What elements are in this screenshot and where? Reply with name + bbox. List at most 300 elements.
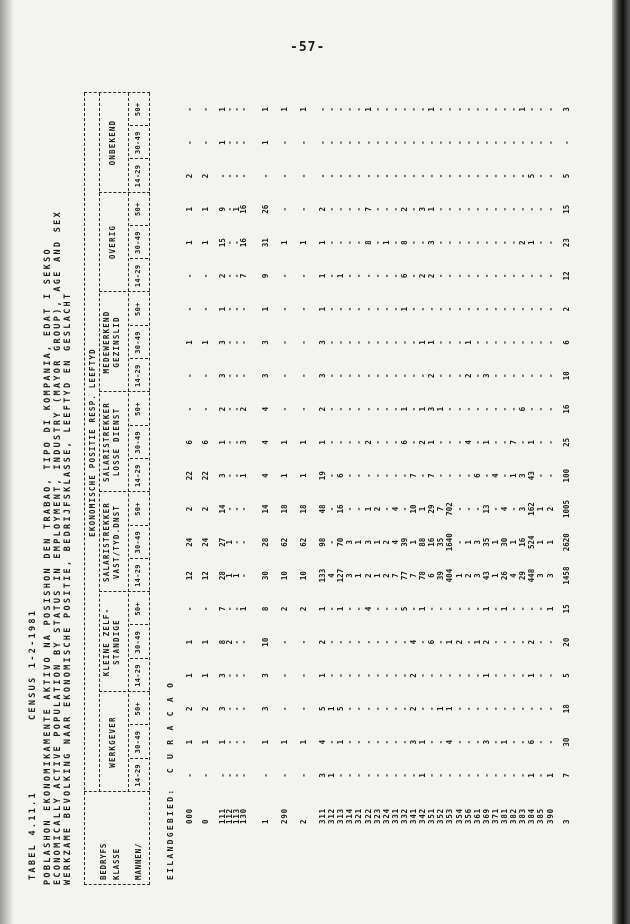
table-cell: - bbox=[372, 306, 382, 312]
table-cell: 2 bbox=[372, 506, 382, 512]
table-cell: - bbox=[445, 207, 455, 212]
table-cell: 2 bbox=[363, 440, 373, 445]
age-divider bbox=[130, 325, 148, 326]
table-cell: - bbox=[381, 140, 391, 145]
table-cell: 1 bbox=[185, 739, 194, 745]
table-cell: 3 bbox=[318, 373, 327, 379]
table-cell: - bbox=[390, 639, 400, 645]
table-cell: - bbox=[418, 107, 428, 112]
table-cell: 43 bbox=[527, 471, 537, 481]
table-cell: 6 bbox=[427, 573, 437, 578]
table-cell: - bbox=[354, 739, 364, 745]
table-cell: 4 bbox=[390, 540, 400, 545]
table-cell: 1 bbox=[418, 340, 428, 345]
table-cell: - bbox=[390, 739, 400, 745]
table-cell: 1 bbox=[354, 540, 364, 545]
table-cell: - bbox=[536, 107, 546, 112]
table-cell: - bbox=[381, 606, 391, 612]
group-divider bbox=[99, 691, 150, 692]
table-cell: - bbox=[327, 207, 337, 212]
table-cell: 7 bbox=[409, 573, 418, 578]
row-code: 2 bbox=[299, 818, 308, 824]
table-cell: 78 bbox=[418, 571, 428, 581]
table-cell: 18 bbox=[562, 704, 571, 714]
table-cell: - bbox=[239, 573, 248, 578]
age-divider bbox=[130, 425, 148, 426]
table-cell: 10 bbox=[299, 571, 308, 581]
table-cell: 1 bbox=[201, 639, 210, 645]
table-cell: 6 bbox=[472, 473, 482, 478]
age-divider bbox=[130, 558, 148, 559]
group-onbekend bbox=[108, 93, 118, 192]
table-cell: 1 bbox=[239, 473, 248, 478]
table-cell: - bbox=[409, 107, 418, 112]
age-header: 30-49 bbox=[134, 431, 142, 454]
table-cell: - bbox=[490, 506, 500, 512]
table-cell: - bbox=[463, 673, 473, 678]
table-cell: - bbox=[490, 639, 500, 645]
table-cell: - bbox=[481, 340, 491, 345]
group-divider bbox=[99, 391, 150, 392]
table-cell: 1005 bbox=[562, 499, 571, 518]
table-cell: - bbox=[345, 107, 355, 112]
table-cell: - bbox=[436, 273, 446, 279]
row-code: 112 bbox=[225, 808, 234, 824]
group-label-2: STANDIGE bbox=[112, 619, 121, 665]
table-cell: - bbox=[381, 107, 391, 112]
table-cell: - bbox=[201, 107, 210, 112]
table-cell: - bbox=[463, 606, 473, 612]
table-cell: 1 bbox=[481, 673, 491, 678]
table-cell: 4 bbox=[500, 506, 509, 512]
table-cell: - bbox=[409, 606, 418, 612]
table-cell: - bbox=[545, 306, 555, 312]
table-cell: - bbox=[509, 107, 519, 112]
table-cell: 3 bbox=[218, 706, 227, 712]
table-cell: - bbox=[345, 140, 355, 145]
table-cell: 2620 bbox=[562, 533, 571, 552]
table-cell: - bbox=[545, 473, 555, 478]
table-cell: 2 bbox=[225, 639, 234, 645]
table-cell: - bbox=[280, 340, 289, 345]
table-cell: - bbox=[381, 739, 391, 745]
table-cell: - bbox=[363, 173, 373, 179]
table-cell: - bbox=[481, 306, 491, 312]
table-cell: - bbox=[345, 240, 355, 245]
table-cell: 3 bbox=[481, 373, 491, 379]
row-code: 130 bbox=[239, 808, 248, 824]
table-cell: 2 bbox=[427, 373, 437, 379]
table-cell: 1 bbox=[318, 606, 327, 612]
table-cell: - bbox=[280, 639, 289, 645]
table-cell: - bbox=[354, 606, 364, 612]
table-cell: - bbox=[185, 306, 194, 312]
table-cell: - bbox=[472, 706, 482, 712]
table-cell: 1 bbox=[218, 440, 227, 445]
table-cell: - bbox=[445, 406, 455, 412]
row-code: 356 bbox=[463, 808, 473, 824]
table-cell: - bbox=[336, 240, 346, 245]
table-cell: 1 bbox=[490, 573, 500, 578]
table-cell: 1 bbox=[354, 573, 364, 578]
table-cell: 2 bbox=[418, 440, 428, 445]
table-cell: - bbox=[354, 306, 364, 312]
table-cell: 1 bbox=[472, 639, 482, 645]
table-cell: 1 bbox=[299, 107, 308, 112]
table-cell: - bbox=[399, 373, 409, 379]
table-cell: 6 bbox=[336, 473, 346, 478]
age-header: 14-29 bbox=[134, 364, 142, 388]
table-cell: - bbox=[481, 273, 491, 279]
table-cell: - bbox=[527, 107, 537, 112]
table-cell: - bbox=[436, 773, 446, 778]
group-salaristrekker-vast bbox=[102, 492, 122, 592]
group-label: MEDEWERKEND bbox=[102, 310, 111, 374]
table-cell: 2 bbox=[185, 173, 194, 179]
table-cell: - bbox=[363, 306, 373, 312]
table-cell: - bbox=[518, 373, 528, 379]
table-cell: - bbox=[490, 107, 500, 112]
table-cell: 1640 bbox=[445, 533, 455, 552]
group-label: ONBEKEND bbox=[108, 119, 117, 166]
table-cell: 8 bbox=[399, 240, 409, 245]
table-cell: - bbox=[363, 473, 373, 478]
table-cell: - bbox=[545, 673, 555, 678]
table-cell: - bbox=[436, 107, 446, 112]
table-cell: - bbox=[225, 240, 234, 245]
table-cell: - bbox=[201, 373, 210, 379]
table-cell: 3 bbox=[261, 673, 270, 678]
table-cell: - bbox=[454, 606, 464, 612]
table-cell: - bbox=[518, 739, 528, 745]
table-cell: - bbox=[354, 506, 364, 512]
table-cell: 39 bbox=[436, 571, 446, 581]
table-cell: - bbox=[239, 373, 248, 379]
table-cell: - bbox=[509, 240, 519, 245]
table-cell: - bbox=[463, 173, 473, 179]
table-cell: - bbox=[239, 739, 248, 745]
table-cell: - bbox=[239, 773, 248, 778]
group-divider bbox=[99, 591, 150, 592]
table-cell: - bbox=[472, 406, 482, 412]
table-cell: - bbox=[201, 273, 210, 279]
table-cell: 2 bbox=[409, 673, 418, 678]
table-cell: 1 bbox=[418, 506, 428, 512]
table-cell: 1 bbox=[218, 140, 227, 145]
table-cell: - bbox=[418, 706, 428, 712]
table-cell: - bbox=[372, 706, 382, 712]
age-header: 30-49 bbox=[134, 331, 142, 354]
table-cell: - bbox=[354, 273, 364, 279]
table-cell: 1 bbox=[418, 606, 428, 612]
row-code: 314 bbox=[345, 808, 355, 824]
table-cell: - bbox=[381, 473, 391, 478]
table-cell: 2 bbox=[185, 506, 194, 512]
table-cell: - bbox=[445, 773, 455, 778]
table-cell: - bbox=[463, 140, 473, 145]
table-cell: - bbox=[372, 240, 382, 245]
table-cell: - bbox=[354, 207, 364, 212]
table-cell: - bbox=[390, 207, 400, 212]
row-code: 353 bbox=[445, 808, 455, 824]
table-cell: - bbox=[518, 639, 528, 645]
table-cell: - bbox=[472, 207, 482, 212]
age-header: 50+ bbox=[134, 701, 142, 716]
row-code: 331 bbox=[390, 808, 400, 824]
table-cell: - bbox=[463, 506, 473, 512]
table-cell: 15 bbox=[562, 204, 571, 214]
table-cell: - bbox=[454, 173, 464, 179]
table-cell: 20 bbox=[562, 637, 571, 647]
table-cell: - bbox=[445, 473, 455, 478]
table-cell: - bbox=[232, 273, 241, 279]
table-cell: - bbox=[345, 406, 355, 412]
table-cell: - bbox=[463, 473, 473, 478]
table-cell: 2 bbox=[454, 639, 464, 645]
table-cell: - bbox=[225, 273, 234, 279]
table-cell: 1 bbox=[381, 240, 391, 245]
row-code: 361 bbox=[472, 808, 482, 824]
table-cell: - bbox=[299, 706, 308, 712]
row-code: 312 bbox=[327, 808, 337, 824]
title-dutch: WERKZAME BEVOLKING NAAR EKONOMISCHE POSITIE, BEDRIJFSKLASSE, LEEFTYD EN GESLACHT bbox=[63, 291, 73, 885]
table-cell: 1 bbox=[201, 207, 210, 212]
table-cell: 4 bbox=[261, 440, 270, 445]
table-cell: 7 bbox=[509, 440, 519, 445]
table-cell: - bbox=[500, 440, 509, 445]
table-cell: - bbox=[225, 107, 234, 112]
table-cell: - bbox=[232, 773, 241, 778]
table-cell: - bbox=[518, 173, 528, 179]
group-label: SALARISTREKKER bbox=[102, 402, 111, 483]
table-cell: - bbox=[345, 506, 355, 512]
table-cell: 1 bbox=[261, 140, 270, 145]
table-cell: - bbox=[232, 107, 241, 112]
table-cell: 2 bbox=[463, 573, 473, 578]
table-cell: - bbox=[399, 473, 409, 478]
table-cell: - bbox=[500, 173, 509, 179]
table-cell: 1 bbox=[463, 540, 473, 545]
table-cell: - bbox=[536, 306, 546, 312]
table-cell: - bbox=[409, 173, 418, 179]
age-divider bbox=[130, 125, 148, 126]
table-cell: 2 bbox=[318, 639, 327, 645]
table-cell: - bbox=[536, 739, 546, 745]
table-cell: - bbox=[185, 273, 194, 279]
table-cell: - bbox=[225, 207, 234, 212]
group-label-2: GEZINSLID bbox=[112, 316, 121, 368]
table-cell: 1 bbox=[239, 606, 248, 612]
table-cell: - bbox=[363, 706, 373, 712]
table-cell: 16 bbox=[427, 537, 437, 547]
table-cell: - bbox=[445, 173, 455, 179]
table-cell: 1 bbox=[481, 440, 491, 445]
table-cell: - bbox=[336, 373, 346, 379]
table-cell: - bbox=[490, 140, 500, 145]
table-cell: 23 bbox=[562, 238, 571, 248]
table-cell: - bbox=[490, 207, 500, 212]
age-header: 50+ bbox=[134, 202, 142, 217]
table-cell: 98 bbox=[318, 537, 327, 547]
table-cell: - bbox=[185, 107, 194, 112]
table-cell: - bbox=[454, 440, 464, 445]
table-cell: 1 bbox=[399, 406, 409, 412]
table-cell: - bbox=[418, 306, 428, 312]
table-cell: - bbox=[399, 706, 409, 712]
table-cell: - bbox=[280, 706, 289, 712]
row-code: 381 bbox=[500, 808, 509, 824]
table-cell: - bbox=[299, 773, 308, 778]
table-cell: - bbox=[225, 606, 234, 612]
table-cell: - bbox=[472, 440, 482, 445]
group-label: SALARISTREKKER bbox=[102, 502, 111, 583]
table-cell: 1 bbox=[299, 739, 308, 745]
table-cell: 2 bbox=[201, 173, 210, 179]
table-cell: - bbox=[454, 773, 464, 778]
table-cell: - bbox=[299, 639, 308, 645]
table-cell: - bbox=[509, 773, 519, 778]
table-cell: 6 bbox=[185, 440, 194, 445]
table-cell: 524 bbox=[527, 535, 537, 550]
table-cell: 1 bbox=[436, 706, 446, 712]
table-cell: - bbox=[327, 406, 337, 412]
table-cell: - bbox=[490, 306, 500, 312]
table-cell: - bbox=[409, 440, 418, 445]
table-cell: - bbox=[381, 273, 391, 279]
table-cell: - bbox=[327, 540, 337, 545]
table-cell: - bbox=[500, 406, 509, 412]
table-cell: - bbox=[527, 373, 537, 379]
table-cell: 1 bbox=[261, 306, 270, 312]
table-cell: 1 bbox=[545, 540, 555, 545]
table-cell: - bbox=[418, 673, 428, 678]
table-cell: - bbox=[545, 406, 555, 412]
row-code: 383 bbox=[518, 808, 528, 824]
age-header: 30-49 bbox=[134, 131, 142, 154]
table-cell: 6 bbox=[399, 440, 409, 445]
table-cell: - bbox=[490, 606, 500, 612]
table-cell: 5 bbox=[399, 606, 409, 612]
table-cell: - bbox=[363, 739, 373, 745]
table-cell: - bbox=[372, 207, 382, 212]
table-cell: - bbox=[472, 606, 482, 612]
age-header: 14-29 bbox=[134, 164, 142, 188]
table-cell: - bbox=[427, 739, 437, 745]
table-cell: 1 bbox=[185, 240, 194, 245]
table-cell: 27 bbox=[218, 537, 227, 547]
age-header: 50+ bbox=[134, 502, 142, 516]
table-cell: 6 bbox=[562, 340, 571, 345]
table-cell: - bbox=[225, 506, 234, 512]
table-cell: 7 bbox=[427, 473, 437, 478]
header-left-rule bbox=[84, 884, 150, 885]
table-cell: - bbox=[381, 639, 391, 645]
table-cell: 1 bbox=[201, 340, 210, 345]
table-cell: 30 bbox=[261, 571, 270, 581]
table-cell: 1 bbox=[218, 739, 227, 745]
table-cell: 43 bbox=[481, 571, 491, 581]
table-cell: 26 bbox=[500, 571, 509, 581]
table-cell: 3 bbox=[345, 540, 355, 545]
table-cell: 14 bbox=[261, 504, 270, 514]
table-cell: 1 bbox=[527, 673, 537, 678]
table-cell: - bbox=[536, 207, 546, 212]
table-cell: - bbox=[390, 273, 400, 279]
region-label: EILANDGEBIED: C U R A C A O bbox=[166, 680, 175, 880]
table-cell: 1 bbox=[318, 273, 327, 279]
table-cell: 5 bbox=[318, 706, 327, 712]
table-cell: 1 bbox=[232, 207, 241, 212]
table-cell: - bbox=[490, 373, 500, 379]
table-cell: 2 bbox=[363, 573, 373, 578]
table-cell: - bbox=[390, 140, 400, 145]
table-cell: - bbox=[390, 173, 400, 179]
table-cell: - bbox=[509, 606, 519, 612]
table-cell: - bbox=[232, 739, 241, 745]
table-cell: - bbox=[536, 373, 546, 379]
table-cell: - bbox=[399, 639, 409, 645]
table-cell: - bbox=[436, 639, 446, 645]
table-cell: - bbox=[436, 606, 446, 612]
table-cell: 1 bbox=[299, 473, 308, 478]
table-cell: - bbox=[299, 406, 308, 412]
table-cell: - bbox=[345, 306, 355, 312]
table-cell: - bbox=[518, 773, 528, 778]
table-cell: - bbox=[345, 606, 355, 612]
table-cell: 1 bbox=[445, 706, 455, 712]
table-cell: 13 bbox=[481, 504, 491, 514]
table-cell: - bbox=[399, 340, 409, 345]
table-cell: - bbox=[481, 706, 491, 712]
table-cell: - bbox=[509, 673, 519, 678]
table-cell: - bbox=[472, 140, 482, 145]
header-top-rule bbox=[84, 93, 85, 885]
table-cell: - bbox=[472, 273, 482, 279]
table-cell: 16 bbox=[336, 504, 346, 514]
group-divider bbox=[99, 192, 150, 193]
age-header: 14-29 bbox=[134, 264, 142, 288]
table-cell: - bbox=[239, 173, 248, 179]
table-cell: 12 bbox=[562, 271, 571, 281]
table-cell: - bbox=[327, 473, 337, 478]
table-cell: - bbox=[463, 306, 473, 312]
table-cell: 2 bbox=[280, 606, 289, 612]
table-cell: - bbox=[472, 673, 482, 678]
table-cell: 1 bbox=[280, 240, 289, 245]
table-cell: 1 bbox=[463, 340, 473, 345]
table-cell: - bbox=[509, 373, 519, 379]
table-cell: - bbox=[518, 440, 528, 445]
row-header-bedryfs: BEDRYFS bbox=[99, 842, 108, 880]
row-code: 113 bbox=[232, 808, 241, 824]
table-cell: - bbox=[545, 706, 555, 712]
table-cell: - bbox=[232, 639, 241, 645]
table-cell: - bbox=[336, 306, 346, 312]
table-cell: - bbox=[327, 639, 337, 645]
table-cell: - bbox=[345, 706, 355, 712]
age-header: 30-49 bbox=[134, 730, 142, 754]
age-header: 14-29 bbox=[134, 664, 142, 687]
table-cell: - bbox=[500, 706, 509, 712]
table-cell: - bbox=[327, 173, 337, 179]
table-cell: 4 bbox=[409, 639, 418, 645]
age-header: 30-49 bbox=[134, 630, 142, 654]
table-cell: - bbox=[239, 706, 248, 712]
table-cell: - bbox=[232, 540, 241, 545]
age-divider bbox=[130, 658, 148, 659]
table-cell: 4 bbox=[463, 440, 473, 445]
age-divider bbox=[130, 158, 148, 159]
